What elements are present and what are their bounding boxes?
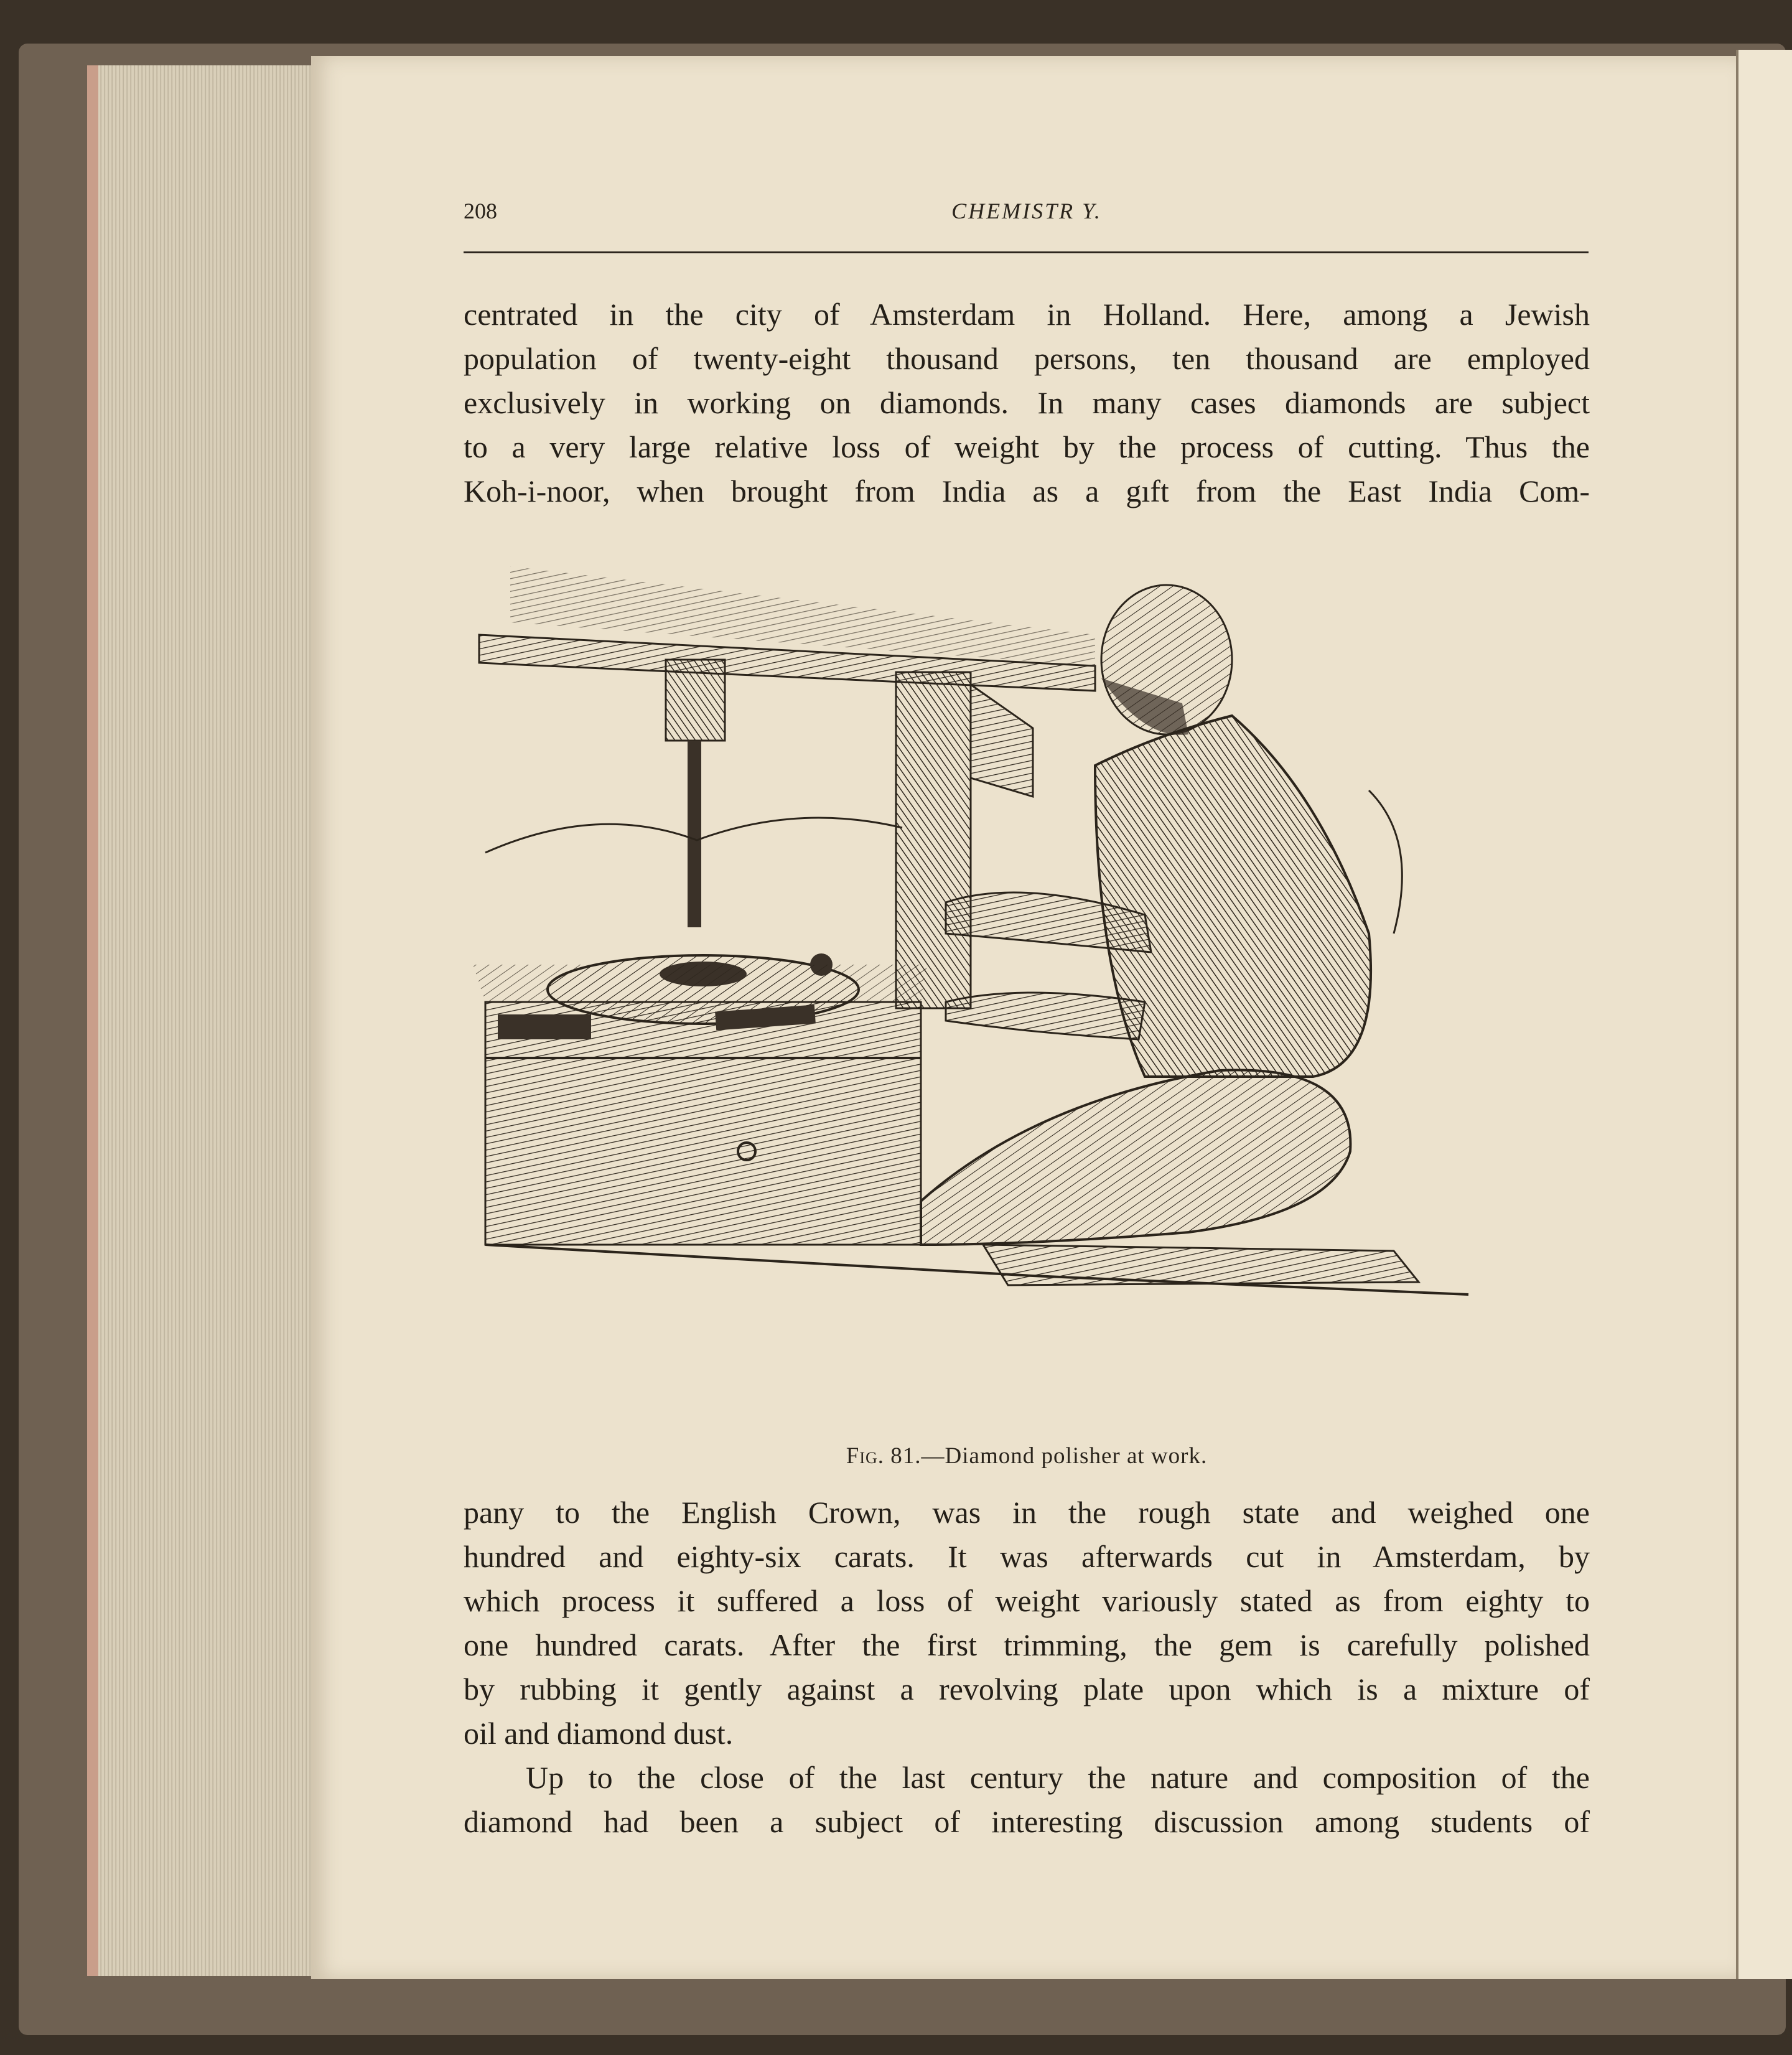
text-line: to a very large relative loss of weight by the process of cutting. Thus the [464,429,1590,464]
text-line: diamond had been a subject of interesting discussion among students of [464,1804,1590,1839]
header-rule [464,251,1589,253]
facing-page-edge [1736,50,1792,1979]
running-head [464,198,1590,229]
diamond-polisher-engraving [473,529,1587,1444]
fig-text: 81.—Diamond polisher at work. [884,1443,1208,1469]
text-line: one hundred carats. After the first trimming, the gem is carefully polished [464,1627,1590,1662]
running-title: CHEMISTR Y. [951,199,1102,223]
text-line: population of twenty-eight thousand persons, ten thousand are employed [464,341,1590,376]
paragraph-1 [464,293,1590,513]
spindle [666,660,725,927]
text-line: centrated in the city of Amsterdam in Holland. Here, among a Jewish [464,297,1590,332]
post [896,672,1033,1008]
text-line: by rubbing it gently against a revolving plate upon which is a mixture of [464,1672,1590,1706]
text-line: oil and diamond dust. [464,1716,734,1751]
text-line: exclusively in working on diamonds. In many cases diamonds are subject [464,385,1590,420]
figure-illustration [473,529,1587,1444]
fig-label: Fig. [846,1443,885,1469]
paragraph-2 [464,1491,1590,1844]
text-line: pany to the English Crown, was in the rough state and weighed one [464,1495,1590,1530]
text-line: hundred and eighty-six carats. It was afterwards cut in Amsterdam, by [464,1539,1590,1574]
page-edges [87,65,329,1976]
page-number: 208 [464,199,497,223]
text-line: Up to the close of the last century the nature and composition of the [526,1760,1590,1795]
text-line: Koh-i-noor, when brought from India as a gıft from the East India Com- [464,474,1590,508]
text-line: which process it suffered a loss of weight variously stated as from eighty to [464,1583,1590,1618]
stool [983,1245,1419,1285]
figure-caption [464,1443,1590,1469]
overhead-beam [479,566,1095,691]
